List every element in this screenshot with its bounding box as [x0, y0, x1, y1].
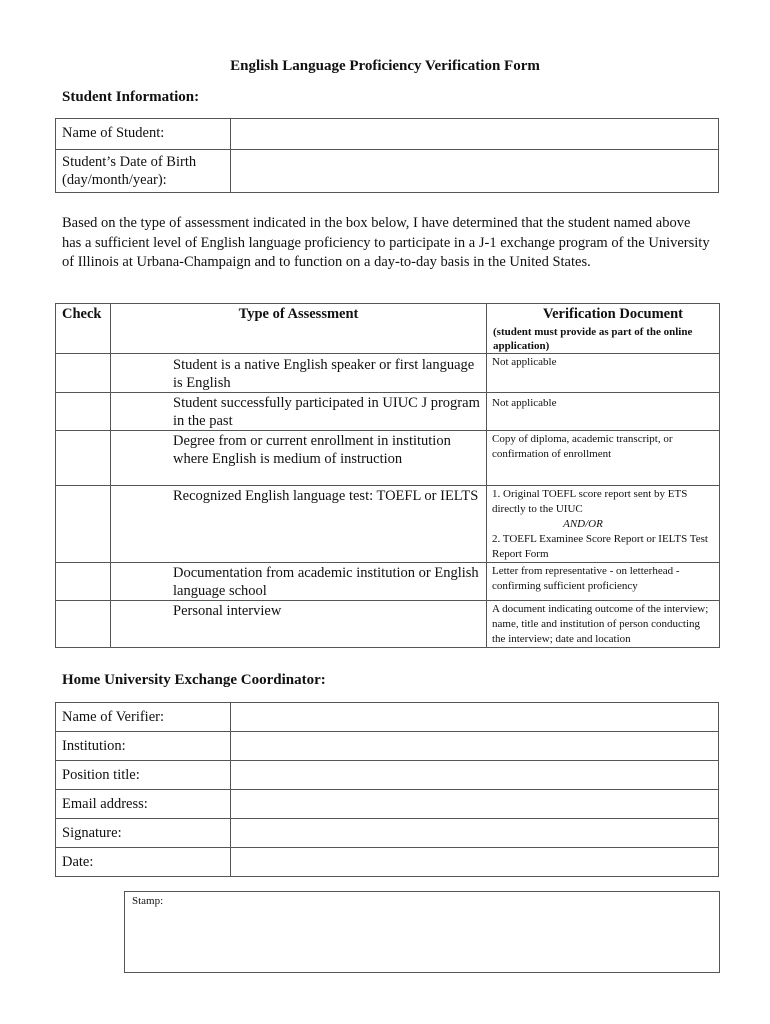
verification-document: Not applicable — [487, 354, 720, 393]
date-label: Date: — [56, 848, 231, 877]
assessment-type: Student successfully participated in UIUC J program in the past — [111, 393, 487, 431]
check-cell[interactable] — [56, 486, 111, 563]
verification-document: Letter from representative - on letterhead - confirming sufficient proficiency — [487, 563, 720, 601]
email-field[interactable] — [231, 790, 719, 819]
signature-label: Signature: — [56, 819, 231, 848]
document-option-2: 2. TOEFL Examinee Score Report or IELTS Test Report Form — [492, 533, 708, 560]
student-name-label: Name of Student: — [56, 119, 231, 150]
header-document — [487, 304, 720, 354]
assessment-type: Degree from or current enrollment in institution where English is medium of instruction — [111, 431, 487, 486]
table-row — [56, 431, 720, 486]
email-label: Email address: — [56, 790, 231, 819]
position-title-field[interactable] — [231, 761, 719, 790]
student-info-heading: Student Information: — [62, 89, 200, 105]
table-row — [56, 354, 720, 393]
institution-label: Institution: — [56, 732, 231, 761]
assessment-type: Documentation from academic institution or English language school — [111, 563, 487, 601]
check-cell[interactable] — [56, 393, 111, 431]
assessment-type: Personal interview — [111, 601, 487, 648]
student-name-field[interactable] — [231, 119, 719, 150]
header-document-title: Verification Document — [542, 306, 683, 322]
dob-label-line2: (day/month/year): — [62, 172, 167, 188]
verifier-table — [55, 702, 719, 877]
assessment-type: Recognized English language test: TOEFL or IELTS — [111, 486, 487, 563]
student-info-table — [55, 118, 719, 193]
signature-field[interactable] — [231, 819, 719, 848]
student-dob-field[interactable] — [231, 150, 719, 193]
verification-document: A document indicating outcome of the interview; name, title and institution of person conducting the interview; date and location — [487, 601, 720, 648]
verifier-name-field[interactable] — [231, 703, 719, 732]
position-title-label: Position title: — [56, 761, 231, 790]
page-title: English Language Proficiency Verification Form — [230, 58, 540, 74]
and-or-text: AND/OR — [563, 518, 603, 530]
assessment-table — [55, 303, 720, 648]
table-row — [56, 601, 720, 648]
institution-field[interactable] — [231, 732, 719, 761]
header-check: Check — [56, 304, 111, 354]
check-cell[interactable] — [56, 431, 111, 486]
coordinator-heading: Home University Exchange Coordinator: — [62, 672, 326, 688]
check-cell[interactable] — [56, 563, 111, 601]
assessment-type: Student is a native English speaker or first language is English — [111, 354, 487, 393]
stamp-label: Stamp: — [132, 895, 164, 907]
student-dob-label — [56, 150, 231, 193]
verification-document: Copy of diploma, academic transcript, or confirmation of enrollment — [487, 431, 720, 486]
table-row — [56, 393, 720, 431]
table-row — [56, 486, 720, 563]
verification-document: Not applicable — [487, 393, 720, 431]
check-cell[interactable] — [56, 601, 111, 648]
check-cell[interactable] — [56, 354, 111, 393]
document-option-1: 1. Original TOEFL score report sent by ETS directly to the UIUC — [492, 488, 688, 515]
header-type: Type of Assessment — [111, 304, 487, 354]
table-row — [56, 563, 720, 601]
date-field[interactable] — [231, 848, 719, 877]
verification-document — [487, 486, 720, 563]
stamp-box[interactable] — [124, 891, 720, 973]
verifier-name-label: Name of Verifier: — [56, 703, 231, 732]
dob-label-line1: Student’s Date of Birth — [62, 154, 197, 170]
verification-statement: Based on the type of assessment indicated in the box below, I have determined that the student named above has a sufficient level of English language proficiency to participate in a J-1 exchange program of the University of Illinois at Urbana-Champaign and to function on a day-to-day basis in the United States. — [62, 215, 710, 270]
header-document-note: (student must provide as part of the online application) — [493, 326, 693, 352]
